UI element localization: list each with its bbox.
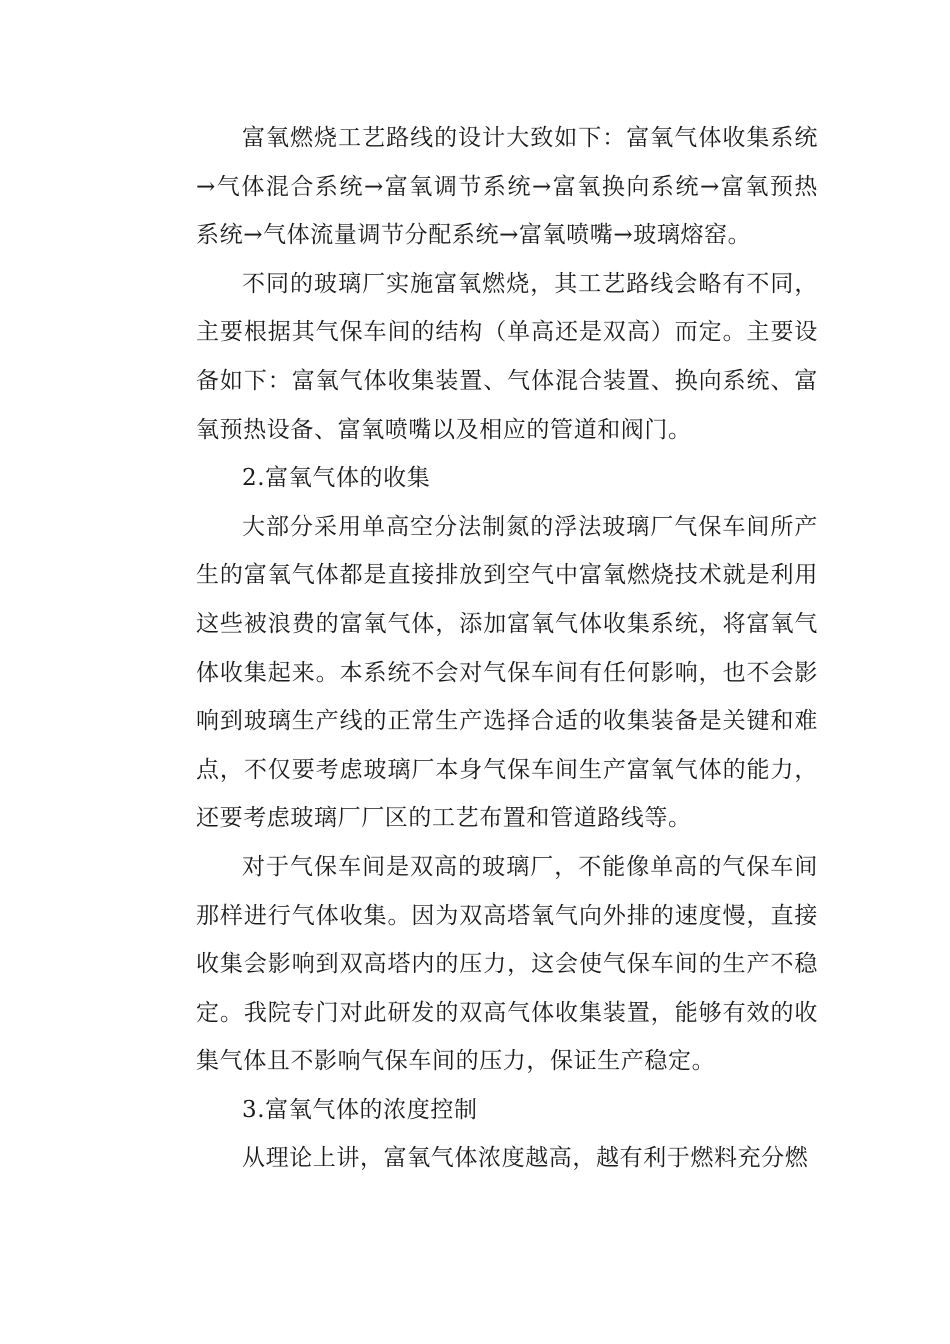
paragraph-concentration-theory: 从理论上讲，富氧气体浓度越高，越有利于燃料充分燃 <box>242 1145 809 1172</box>
section-heading-concentration-control: 3.富氧气体的浓度控制 <box>242 1096 478 1123</box>
paragraph-process-route: 富氧燃烧工艺路线的设计大致如下：富氧气体收集系统→气体混合系统→富氧调节系统→富氧换向系统→富氧预热系统→气体流量调节分配系统→富氧喷嘴→玻璃熔窑。 <box>196 125 818 249</box>
paragraph-single-tower-collection: 大部分采用单高空分法制氮的浮法玻璃厂气保车间所产生的富氧气体都是直接排放到空气中富氧燃烧技术就是利用这些被浪费的富氧气体，添加富氧气体收集系统，将富氧气体收集起来。本系统不会对气保车间有任何影响，也不会影响到玻璃生产线的正常生产选择合适的收集装备是关键和难点，不仅要考虑玻璃厂本身气保车间生产富氧气体的能力，还要考虑玻璃厂厂区的工艺布置和管道路线等。 <box>196 513 818 832</box>
document-body <box>196 114 818 1183</box>
paragraph-double-tower-collection: 对于气保车间是双高的玻璃厂，不能像单高的气保车间那样进行气体收集。因为双高塔氧气向外排的速度慢，直接收集会影响到双高塔内的压力，这会使气保车间的生产不稳定。我院专门对此研发的双高气体收集装置，能够有效的收集气体且不影响气保车间的压力，保证生产稳定。 <box>196 853 818 1075</box>
section-heading-gas-collection: 2.富氧气体的收集 <box>242 465 431 492</box>
paragraph-main-equipment: 不同的玻璃厂实施富氧燃烧，其工艺路线会略有不同，主要根据其气保车间的结构（单高还是双高）而定。主要设备如下：富氧气体收集装置、气体混合装置、换向系统、富氧预热设备、富氧喷嘴以及相应的管道和阀门。 <box>196 270 818 443</box>
